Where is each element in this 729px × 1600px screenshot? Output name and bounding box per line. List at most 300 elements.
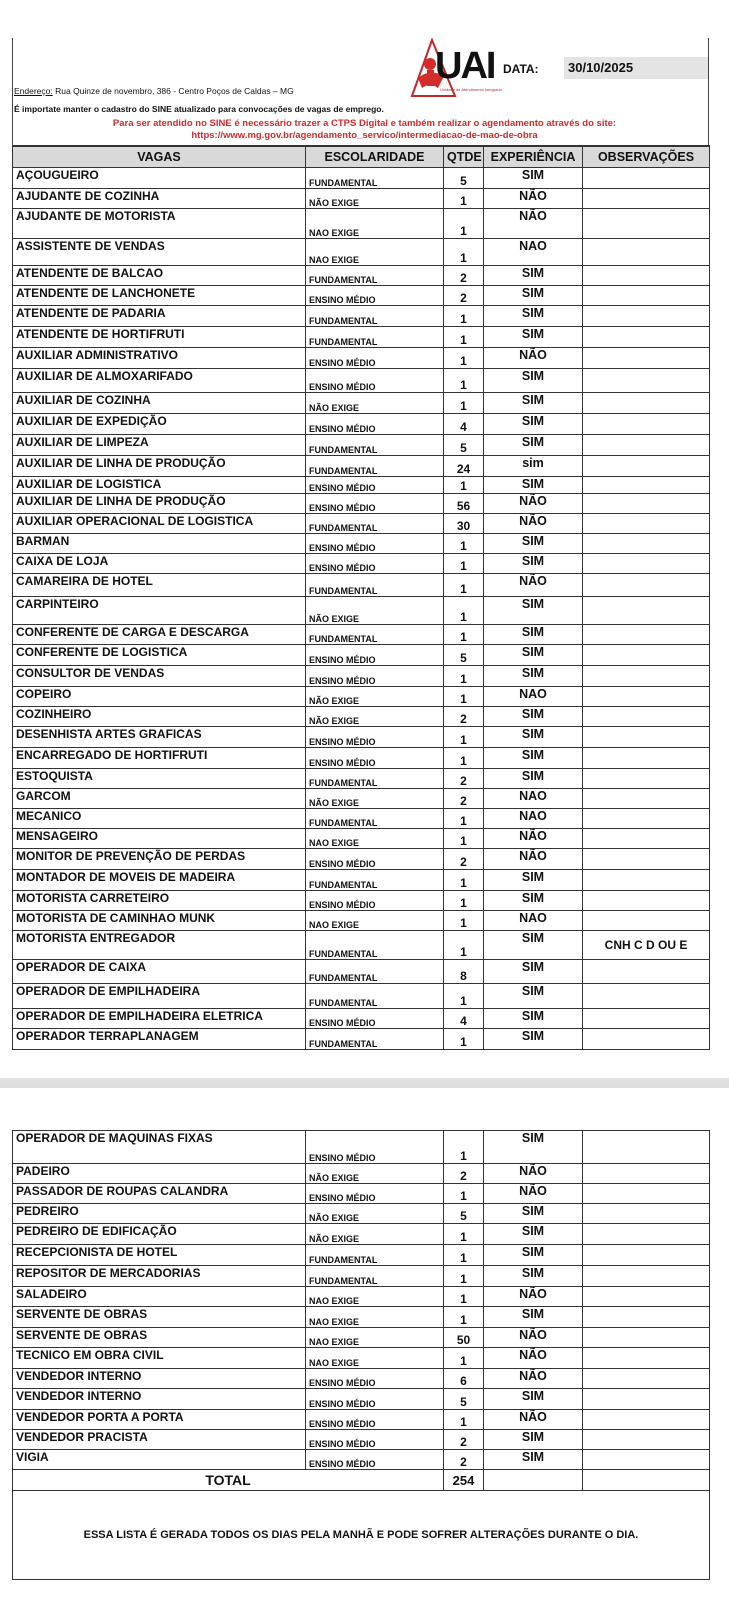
experience-cell: SIM <box>484 168 583 189</box>
observations-cell <box>583 168 710 189</box>
education-cell: FUNDAMENTAL <box>306 870 444 891</box>
observations-cell <box>583 414 710 435</box>
experience-cell: NÃO <box>484 1410 583 1430</box>
table-row <box>13 1266 710 1287</box>
observations-cell <box>583 1348 710 1369</box>
quantity-cell: 1 <box>444 809 484 829</box>
observations-cell <box>583 687 710 707</box>
table-row <box>13 1369 710 1389</box>
table-row <box>13 1245 710 1266</box>
observations-cell <box>583 1245 710 1266</box>
quantity-cell: 1 <box>444 625 484 645</box>
experience-cell: SIM <box>484 534 583 554</box>
education-cell: FUNDAMENTAL <box>306 327 444 348</box>
observations-cell <box>583 494 710 514</box>
quantity-cell: 2 <box>444 769 484 789</box>
quantity-cell: 4 <box>444 414 484 435</box>
table-row <box>13 769 710 789</box>
table-row <box>13 393 710 414</box>
job-title-cell: AUXILIAR DE LOGISTICA <box>13 477 306 494</box>
quantity-cell: 1 <box>444 348 484 369</box>
quantity-cell: 1 <box>444 597 484 625</box>
education-cell: FUNDAMENTAL <box>306 625 444 645</box>
job-title-cell: CONSULTOR DE VENDAS <box>13 666 306 687</box>
education-cell: NAO EXIGE <box>306 829 444 849</box>
experience-cell: NÃO <box>484 574 583 597</box>
job-title-cell: AUXILIAR DE EXPEDIÇÃO <box>13 414 306 435</box>
job-title-cell: CARPINTEIRO <box>13 597 306 625</box>
experience-cell: SIM <box>484 666 583 687</box>
col-header-escolaridade: ESCOLARIDADE <box>306 146 444 168</box>
quantity-cell: 1 <box>444 239 484 266</box>
quantity-cell: 1 <box>444 306 484 327</box>
table-row <box>13 456 710 477</box>
education-cell: ENSINO MÉDIO <box>306 666 444 687</box>
experience-cell: SIM <box>484 369 583 393</box>
education-cell: ENSINO MÉDIO <box>306 727 444 748</box>
table-row <box>13 306 710 327</box>
table-row <box>13 1029 710 1050</box>
observations-cell <box>583 645 710 666</box>
observations-cell <box>583 1266 710 1287</box>
table-row <box>13 891 710 911</box>
education-cell: ENSINO MÉDIO <box>306 554 444 574</box>
job-title-cell: AUXILIAR DE COZINHA <box>13 393 306 414</box>
education-cell: ENSINO MÉDIO <box>306 348 444 369</box>
quantity-cell: 1 <box>444 477 484 494</box>
observations-cell <box>583 393 710 414</box>
observations-cell <box>583 435 710 456</box>
table-row <box>13 960 710 984</box>
experience-cell: NAO <box>484 911 583 931</box>
education-cell: NÃO EXIGE <box>306 597 444 625</box>
experience-cell: NÃO <box>484 514 583 534</box>
job-title-cell: ATENDENTE DE BALCAO <box>13 266 306 286</box>
observations-cell <box>583 1389 710 1410</box>
table-row <box>13 727 710 748</box>
observations-cell <box>583 1430 710 1450</box>
observations-cell <box>583 477 710 494</box>
job-title-cell: SERVENTE DE OBRAS <box>13 1328 306 1348</box>
job-title-cell: MOTORISTA DE CAMINHAO MUNK <box>13 911 306 931</box>
table-row <box>13 1389 710 1410</box>
quantity-cell: 5 <box>444 435 484 456</box>
job-title-cell: BARMAN <box>13 534 306 554</box>
experience-cell: SIM <box>484 769 583 789</box>
education-cell: NAO EXIGE <box>306 1348 444 1369</box>
job-title-cell: ATENDENTE DE HORTIFRUTI <box>13 327 306 348</box>
quantity-cell: 1 <box>444 393 484 414</box>
footer-row <box>13 1491 710 1580</box>
observations-cell: CNH C D OU E <box>583 931 710 960</box>
quantity-cell: 1 <box>444 1184 484 1204</box>
job-title-cell: CAIXA DE LOJA <box>13 554 306 574</box>
experience-cell: SIM <box>484 554 583 574</box>
quantity-cell: 6 <box>444 1369 484 1389</box>
experience-cell: SIM <box>484 266 583 286</box>
observations-cell <box>583 748 710 769</box>
address-label: Endereço: <box>14 86 53 96</box>
education-cell: NAO EXIGE <box>306 1307 444 1328</box>
table-row <box>13 1224 710 1245</box>
education-cell: NAO EXIGE <box>306 209 444 239</box>
education-cell: FUNDAMENTAL <box>306 1266 444 1287</box>
table-row <box>13 534 710 554</box>
table-row <box>13 707 710 727</box>
table-row <box>13 435 710 456</box>
job-title-cell: CONFERENTE DE LOGISTICA <box>13 645 306 666</box>
observations-cell <box>583 369 710 393</box>
quantity-cell: 1 <box>444 687 484 707</box>
quantity-cell: 1 <box>444 1287 484 1307</box>
table-row <box>13 597 710 625</box>
education-cell: NAO EXIGE <box>306 911 444 931</box>
education-cell: ENSINO MÉDIO <box>306 1369 444 1389</box>
table-row <box>13 554 710 574</box>
table-row <box>13 477 710 494</box>
job-title-cell: ESTOQUISTA <box>13 769 306 789</box>
observations-cell <box>583 911 710 931</box>
observations-cell <box>583 286 710 306</box>
experience-cell: SIM <box>484 891 583 911</box>
observations-cell <box>583 1328 710 1348</box>
table-row <box>13 1348 710 1369</box>
job-title-cell: AJUDANTE DE COZINHA <box>13 189 306 209</box>
observations-cell <box>583 306 710 327</box>
education-cell: ENSINO MÉDIO <box>306 1410 444 1430</box>
education-cell: FUNDAMENTAL <box>306 266 444 286</box>
observations-cell <box>583 1287 710 1307</box>
observations-cell <box>583 666 710 687</box>
observations-cell <box>583 554 710 574</box>
table-row <box>13 849 710 870</box>
job-title-cell: OPERADOR DE MAQUINAS FIXAS <box>13 1131 306 1164</box>
education-cell: NAO EXIGE <box>306 1287 444 1307</box>
observations-cell <box>583 1184 710 1204</box>
table-row <box>13 1450 710 1470</box>
observations-cell <box>583 348 710 369</box>
education-cell: ENSINO MÉDIO <box>306 414 444 435</box>
experience-cell: SIM <box>484 1245 583 1266</box>
observations-cell <box>583 1307 710 1328</box>
quantity-cell: 1 <box>444 1224 484 1245</box>
experience-cell: NÃO <box>484 1164 583 1184</box>
table-row <box>13 809 710 829</box>
total-value: 254 <box>444 1470 484 1491</box>
education-cell: FUNDAMENTAL <box>306 960 444 984</box>
date-label: DATA: <box>503 62 539 76</box>
observations-cell <box>583 727 710 748</box>
education-cell: NÃO EXIGE <box>306 789 444 809</box>
quantity-cell: 5 <box>444 168 484 189</box>
experience-cell: NÃO <box>484 1287 583 1307</box>
quantity-cell: 1 <box>444 574 484 597</box>
table-row <box>13 1164 710 1184</box>
job-title-cell: MENSAGEIRO <box>13 829 306 849</box>
job-title-cell: CAMAREIRA DE HOTEL <box>13 574 306 597</box>
job-title-cell: RECEPCIONISTA DE HOTEL <box>13 1245 306 1266</box>
table-row <box>13 645 710 666</box>
job-title-cell: PEDREIRO DE EDIFICAÇÃO <box>13 1224 306 1245</box>
quantity-cell: 1 <box>444 748 484 769</box>
education-cell: ENSINO MÉDIO <box>306 748 444 769</box>
col-header-observacoes: OBSERVAÇÕES <box>583 146 710 168</box>
quantity-cell: 1 <box>444 369 484 393</box>
observations-cell <box>583 829 710 849</box>
quantity-cell: 1 <box>444 829 484 849</box>
table-row <box>13 984 710 1009</box>
education-cell: FUNDAMENTAL <box>306 168 444 189</box>
observations-cell <box>583 1410 710 1430</box>
quantity-cell: 5 <box>444 1389 484 1410</box>
total-label: TOTAL <box>13 1470 444 1491</box>
education-cell: NÃO EXIGE <box>306 189 444 209</box>
experience-cell: NÃO <box>484 849 583 870</box>
observations-cell <box>583 534 710 554</box>
experience-cell: NAO <box>484 239 583 266</box>
quantity-cell: 2 <box>444 789 484 809</box>
job-title-cell: SERVENTE DE OBRAS <box>13 1307 306 1328</box>
quantity-cell: 1 <box>444 984 484 1009</box>
quantity-cell: 5 <box>444 645 484 666</box>
address-value: Rua Quinze de novembro, 386 - Centro Poços de Caldas – MG <box>52 86 294 96</box>
footer-note: ESSA LISTA É GERADA TODOS OS DIAS PELA MANHÃ E PODE SOFRER ALTERAÇÕES DURANTE O DIA. <box>13 1491 710 1580</box>
table-row <box>13 1430 710 1450</box>
table-row <box>13 829 710 849</box>
date-value: 30/10/2025 <box>564 57 708 79</box>
address <box>14 86 294 96</box>
quantity-cell: 1 <box>444 1307 484 1328</box>
experience-cell: SIM <box>484 1307 583 1328</box>
job-title-cell: OPERADOR DE EMPILHADEIRA ELETRICA <box>13 1009 306 1029</box>
observations-cell <box>583 1450 710 1470</box>
education-cell: ENSINO MÉDIO <box>306 286 444 306</box>
quantity-cell: 1 <box>444 870 484 891</box>
quantity-cell: 2 <box>444 286 484 306</box>
quantity-cell: 2 <box>444 1450 484 1470</box>
table-row <box>13 1204 710 1224</box>
observations-cell <box>583 809 710 829</box>
quantity-cell: 1 <box>444 1348 484 1369</box>
job-title-cell: PEDREIRO <box>13 1204 306 1224</box>
observations-cell <box>583 1131 710 1164</box>
experience-cell: SIM <box>484 597 583 625</box>
education-cell: ENSINO MÉDIO <box>306 891 444 911</box>
observations-cell <box>583 870 710 891</box>
total-empty-cell <box>583 1470 710 1491</box>
table-row <box>13 1009 710 1029</box>
table-row <box>13 666 710 687</box>
observations-cell <box>583 456 710 477</box>
table-row <box>13 625 710 645</box>
experience-cell: SIM <box>484 707 583 727</box>
education-cell: ENSINO MÉDIO <box>306 849 444 870</box>
education-cell: NÃO EXIGE <box>306 1164 444 1184</box>
education-cell: NÃO EXIGE <box>306 707 444 727</box>
table-row <box>13 266 710 286</box>
logo-subtitle: Unidade de Atendimento Integrado <box>440 87 502 92</box>
education-cell: ENSINO MÉDIO <box>306 534 444 554</box>
observations-cell <box>583 625 710 645</box>
education-cell: ENSINO MÉDIO <box>306 1131 444 1164</box>
quantity-cell: 1 <box>444 727 484 748</box>
job-title-cell: AUXILIAR DE ALMOXARIFADO <box>13 369 306 393</box>
education-cell: FUNDAMENTAL <box>306 931 444 960</box>
job-title-cell: VENDEDOR PRACISTA <box>13 1430 306 1450</box>
experience-cell: SIM <box>484 1389 583 1410</box>
quantity-cell: 2 <box>444 849 484 870</box>
job-title-cell: ATENDENTE DE LANCHONETE <box>13 286 306 306</box>
job-title-cell: ATENDENTE DE PADARIA <box>13 306 306 327</box>
quantity-cell: 1 <box>444 1131 484 1164</box>
table-row <box>13 1410 710 1430</box>
total-row <box>13 1470 710 1491</box>
observations-cell <box>583 1029 710 1050</box>
scheduling-link[interactable]: https://www.mg.gov.br/agendamento_servico/intermediacao-de-mao-de-obra <box>191 130 538 141</box>
col-header-vagas: VAGAS <box>13 146 306 168</box>
experience-cell: SIM <box>484 625 583 645</box>
table-row <box>13 1184 710 1204</box>
job-title-cell: VIGIA <box>13 1450 306 1470</box>
observations-cell <box>583 597 710 625</box>
education-cell: FUNDAMENTAL <box>306 435 444 456</box>
experience-cell: NAO <box>484 789 583 809</box>
observations-cell <box>583 960 710 984</box>
quantity-cell: 1 <box>444 209 484 239</box>
table-row <box>13 414 710 435</box>
experience-cell: SIM <box>484 984 583 1009</box>
col-header-qtde: QTDE <box>444 146 484 168</box>
education-cell: NAO EXIGE <box>306 1328 444 1348</box>
table-row <box>13 1328 710 1348</box>
observations-cell <box>583 984 710 1009</box>
table-row <box>13 748 710 769</box>
quantity-cell: 1 <box>444 1245 484 1266</box>
table-row <box>13 369 710 393</box>
table-row <box>13 189 710 209</box>
job-title-cell: COZINHEIRO <box>13 707 306 727</box>
table-row <box>13 168 710 189</box>
job-title-cell: PASSADOR DE ROUPAS CALANDRA <box>13 1184 306 1204</box>
job-title-cell: AUXILIAR ADMINISTRATIVO <box>13 348 306 369</box>
education-cell: ENSINO MÉDIO <box>306 494 444 514</box>
experience-cell: NÃO <box>484 348 583 369</box>
quantity-cell: 1 <box>444 891 484 911</box>
quantity-cell: 1 <box>444 554 484 574</box>
logo-text: UAI <box>435 45 495 87</box>
quantity-cell: 2 <box>444 1430 484 1450</box>
experience-cell: NÃO <box>484 1348 583 1369</box>
education-cell: ENSINO MÉDIO <box>306 1430 444 1450</box>
experience-cell: SIM <box>484 931 583 960</box>
quantity-cell: 1 <box>444 1266 484 1287</box>
table-row <box>13 209 710 239</box>
experience-cell: SIM <box>484 1131 583 1164</box>
experience-cell: SIM <box>484 727 583 748</box>
experience-cell: NÃO <box>484 494 583 514</box>
experience-cell: SIM <box>484 306 583 327</box>
experience-cell: SIM <box>484 1009 583 1029</box>
experience-cell: SIM <box>484 1266 583 1287</box>
observations-cell <box>583 266 710 286</box>
quantity-cell: 1 <box>444 1029 484 1050</box>
job-title-cell: MONTADOR DE MOVEIS DE MADEIRA <box>13 870 306 891</box>
observations-cell <box>583 1164 710 1184</box>
table-row <box>13 911 710 931</box>
education-cell: ENSINO MÉDIO <box>306 1184 444 1204</box>
job-title-cell: VENDEDOR PORTA A PORTA <box>13 1410 306 1430</box>
jobs-table-part1 <box>12 145 710 1050</box>
job-title-cell: TECNICO EM OBRA CIVIL <box>13 1348 306 1369</box>
job-title-cell: SALADEIRO <box>13 1287 306 1307</box>
job-title-cell: AUXILIAR OPERACIONAL DE LOGISTICA <box>13 514 306 534</box>
table-row <box>13 286 710 306</box>
education-cell: ENSINO MÉDIO <box>306 1450 444 1470</box>
education-cell: NAO EXIGE <box>306 239 444 266</box>
quantity-cell: 30 <box>444 514 484 534</box>
experience-cell: SIM <box>484 1224 583 1245</box>
experience-cell: NÃO <box>484 829 583 849</box>
experience-cell: NÃO <box>484 189 583 209</box>
experience-cell: SIM <box>484 1450 583 1470</box>
job-title-cell: AUXILIAR DE LINHA DE PRODUÇÃO <box>13 456 306 477</box>
education-cell: FUNDAMENTAL <box>306 769 444 789</box>
quantity-cell: 24 <box>444 456 484 477</box>
observations-cell <box>583 574 710 597</box>
job-title-cell: CONFERENTE DE CARGA E DESCARGA <box>13 625 306 645</box>
observations-cell <box>583 789 710 809</box>
table-row <box>13 789 710 809</box>
experience-cell: SIM <box>484 1430 583 1450</box>
education-cell: FUNDAMENTAL <box>306 514 444 534</box>
table-row <box>13 514 710 534</box>
sine-notice: É importate manter o cadastro do SINE atualizado para convocações de vagas de emprego. <box>14 104 384 114</box>
job-title-cell: REPOSITOR DE MERCADORIAS <box>13 1266 306 1287</box>
experience-cell: NAO <box>484 687 583 707</box>
experience-cell: NÃO <box>484 209 583 239</box>
job-title-cell: VENDEDOR INTERNO <box>13 1389 306 1410</box>
job-title-cell: ASSISTENTE DE VENDAS <box>13 239 306 266</box>
education-cell: FUNDAMENTAL <box>306 574 444 597</box>
table-row <box>13 327 710 348</box>
job-title-cell: MONITOR DE PREVENÇÃO DE PERDAS <box>13 849 306 870</box>
observations-cell <box>583 707 710 727</box>
education-cell: FUNDAMENTAL <box>306 984 444 1009</box>
quantity-cell: 50 <box>444 1328 484 1348</box>
experience-cell: SIM <box>484 645 583 666</box>
table-row <box>13 1287 710 1307</box>
job-title-cell: OPERADOR DE EMPILHADEIRA <box>13 984 306 1009</box>
education-cell: FUNDAMENTAL <box>306 1245 444 1266</box>
table-row <box>13 1131 710 1164</box>
experience-cell: NÃO <box>484 1184 583 1204</box>
table-row <box>13 239 710 266</box>
experience-cell: NÃO <box>484 1369 583 1389</box>
table-row <box>13 931 710 960</box>
quantity-cell: 1 <box>444 1410 484 1430</box>
education-cell: NÃO EXIGE <box>306 1204 444 1224</box>
education-cell: FUNDAMENTAL <box>306 1029 444 1050</box>
experience-cell: NAO <box>484 809 583 829</box>
job-title-cell: AJUDANTE DE MOTORISTA <box>13 209 306 239</box>
quantity-cell: 1 <box>444 534 484 554</box>
job-title-cell: AUXILIAR DE LINHA DE PRODUÇÃO <box>13 494 306 514</box>
observations-cell <box>583 209 710 239</box>
experience-cell: SIM <box>484 1029 583 1050</box>
education-cell: ENSINO MÉDIO <box>306 1009 444 1029</box>
job-title-cell: COPEIRO <box>13 687 306 707</box>
experience-cell: SIM <box>484 393 583 414</box>
